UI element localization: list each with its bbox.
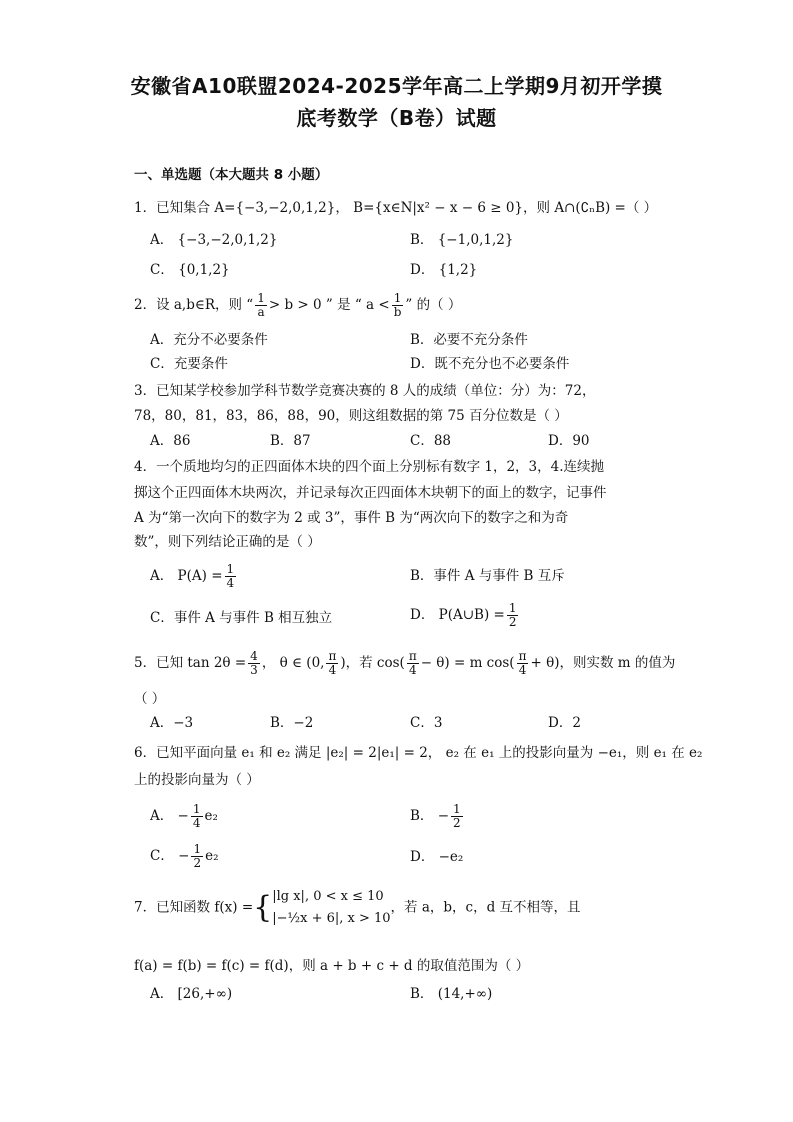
q6-b-frac — [451, 803, 463, 830]
question-3-option-a: A．86 — [150, 433, 191, 449]
q5-frac-1-num: 4 — [250, 649, 258, 663]
q2-text-pre: 2．设 a,b∈R，则 “ — [134, 297, 254, 313]
q2-text-post: ” 的（ ） — [405, 297, 462, 313]
q4-a-frac-den: 4 — [226, 576, 235, 590]
question-5-option-c: C．3 — [410, 715, 443, 731]
question-2-option-d: D．既不充分也不必要条件 — [410, 356, 570, 372]
question-2-option-c: C．充要条件 — [150, 356, 228, 372]
q7-piece-2: |−½x + 6|, x > 10 — [272, 911, 391, 926]
q2-frac-1-den: a — [257, 305, 265, 319]
q4-a-frac-num: 1 — [226, 562, 235, 576]
q5-text-mid1: ， θ ∈ (0, — [261, 655, 325, 671]
q6-a-vector: e₂ — [204, 808, 218, 824]
question-3-option-d: D．90 — [548, 433, 590, 449]
question-4-stem-line2: 掷这个正四面体木块两次，并记录每次正四面体木块朝下的面上的数字，记事件 — [134, 485, 607, 501]
question-4-stem-line1: 4．一个质地均匀的正四面体木块的四个面上分别标有数字 1，2，3，4.连续抛 — [134, 459, 605, 475]
q5-frac-4-num: π — [518, 649, 527, 663]
question-5-stem — [134, 650, 675, 677]
question-4-stem-line3: A 为“第一次向下的数字为 2 或 3”，事件 B 为“两次向下的数字之和为奇 — [134, 510, 569, 526]
question-3-option-b: B．87 — [270, 433, 311, 449]
q6-b-text: B． − — [410, 808, 450, 824]
question-6-option-c — [150, 843, 218, 870]
question-4-option-d — [410, 602, 520, 629]
q5-frac-4 — [517, 650, 529, 677]
q7-text-post: ，若 a，b，c，d 互不相等，且 — [390, 899, 581, 916]
q2-frac-2-num: 1 — [393, 291, 402, 305]
q5-frac-3-den: 4 — [408, 663, 417, 677]
q2-frac-1 — [255, 292, 267, 319]
q5-frac-2-den: 4 — [328, 663, 337, 677]
q6-a-frac-den: 4 — [192, 816, 201, 830]
q5-frac-2-num: π — [328, 649, 337, 663]
q6-c-frac-den: 2 — [193, 856, 202, 870]
q5-frac-3-num: π — [408, 649, 417, 663]
question-2-option-b: B．必要不充分条件 — [410, 332, 528, 348]
question-1-stem: 1．已知集合 A={−3,−2,0,1,2}， B={x∈N|x² − x − 6 ≥ 0}，则 A∩(∁ₙB) =（ ） — [134, 200, 658, 216]
q6-a-frac-num: 1 — [192, 802, 201, 816]
q6-c-frac — [191, 843, 203, 870]
question-6-option-d: D． −e₂ — [410, 849, 464, 865]
question-3-stem-line2: 78，80，81，83，86，88，90，则这组数据的第 75 百分位数是（ ） — [134, 408, 568, 424]
q6-c-frac-num: 1 — [193, 842, 202, 856]
q5-text-mid2: )，若 cos( — [340, 655, 405, 671]
q5-text-post: + θ)，则实数 m 的值为 — [530, 655, 676, 671]
q4-d-frac — [507, 602, 519, 629]
question-6-option-a — [150, 803, 218, 830]
question-7-stem-line2: f(a) = f(b) = f(c) = f(d)，则 a + b + c + d 的取值范围为（ ） — [134, 958, 530, 974]
q5-frac-1 — [248, 650, 260, 677]
q7-piece-1: |lg x|, 0 < x ≤ 10 — [272, 889, 384, 904]
question-7-option-b: B． (14,+∞) — [410, 986, 493, 1002]
q6-a-text: A． − — [150, 808, 189, 824]
question-5-option-a: A．−3 — [150, 715, 194, 731]
q5-frac-3 — [407, 650, 419, 677]
question-5-option-b: B．−2 — [270, 715, 314, 731]
q7-brace: { — [253, 890, 273, 925]
q4-d-text: D． P(A∪B) = — [410, 607, 505, 623]
question-7-stem — [134, 886, 581, 930]
question-2-stem — [134, 292, 461, 319]
question-6-stem-line1: 6．已知平面向量 e₁ 和 e₂ 满足 |e₂| = 2|e₁| = 2， e₂ 在 e₁ 上的投影向量为 −e₁，则 e₁ 在 e₂ — [134, 745, 703, 761]
question-1-option-c: C． {0,1,2} — [150, 262, 230, 278]
q4-d-frac-num: 1 — [508, 601, 517, 615]
q6-c-text: C． − — [150, 848, 190, 864]
q7-piecewise — [272, 886, 390, 930]
q6-c-vector: e₂ — [205, 848, 219, 864]
q5-text-mid3: − θ) = m cos( — [420, 655, 515, 671]
q2-frac-1-num: 1 — [257, 291, 265, 305]
q2-frac-2-den: b — [393, 305, 402, 319]
section-heading: 一、单选题（本大题共 8 小题） — [134, 167, 329, 183]
q6-b-frac-den: 2 — [453, 816, 461, 830]
question-6-option-b — [410, 803, 465, 830]
question-3-option-c: C．88 — [410, 433, 452, 449]
question-2-option-a: A．充分不必要条件 — [150, 332, 268, 348]
q2-text-mid: > b > 0 ” 是 “ a < — [268, 297, 390, 313]
question-5-paren: （ ） — [134, 691, 166, 707]
q4-a-text: A． P(A) = — [150, 568, 223, 584]
q6-a-frac — [191, 803, 203, 830]
q5-text-pre: 5．已知 tan 2θ = — [134, 655, 247, 671]
q5-frac-2 — [326, 650, 338, 677]
q6-b-frac-num: 1 — [453, 802, 461, 816]
question-7-option-a: A． [26,+∞) — [150, 986, 233, 1002]
q5-frac-4-den: 4 — [518, 663, 527, 677]
page-title-line1: 安徽省A10联盟2024-2025学年高二上学期9月初开学摸 — [130, 74, 663, 98]
question-4-option-b: B．事件 A 与事件 B 互斥 — [410, 568, 565, 584]
q2-frac-2 — [392, 292, 404, 319]
question-4-option-a — [150, 563, 238, 590]
question-5-option-d: D．2 — [548, 715, 581, 731]
question-4-option-c: C．事件 A 与事件 B 相互独立 — [150, 610, 333, 626]
question-6-stem-line2: 上的投影向量为（ ） — [134, 772, 260, 788]
question-3-stem-line1: 3．已知某学校参加学科节数学竞赛决赛的 8 人的成绩（单位：分）为：72， — [134, 383, 596, 399]
q4-d-frac-den: 2 — [508, 615, 517, 629]
q7-text-pre: 7．已知函数 f(x) = — [134, 899, 254, 916]
q4-a-frac — [225, 563, 237, 590]
page-title-line2: 底考数学（B卷）试题 — [296, 106, 497, 130]
question-4-stem-line4: 数”，则下列结论正确的是（ ） — [134, 534, 321, 550]
question-1-option-b: B． {−1,0,1,2} — [410, 232, 514, 248]
q5-frac-1-den: 3 — [250, 663, 258, 677]
question-1-option-a: A． {−3,−2,0,1,2} — [150, 232, 278, 248]
question-1-option-d: D． {1,2} — [410, 262, 478, 278]
